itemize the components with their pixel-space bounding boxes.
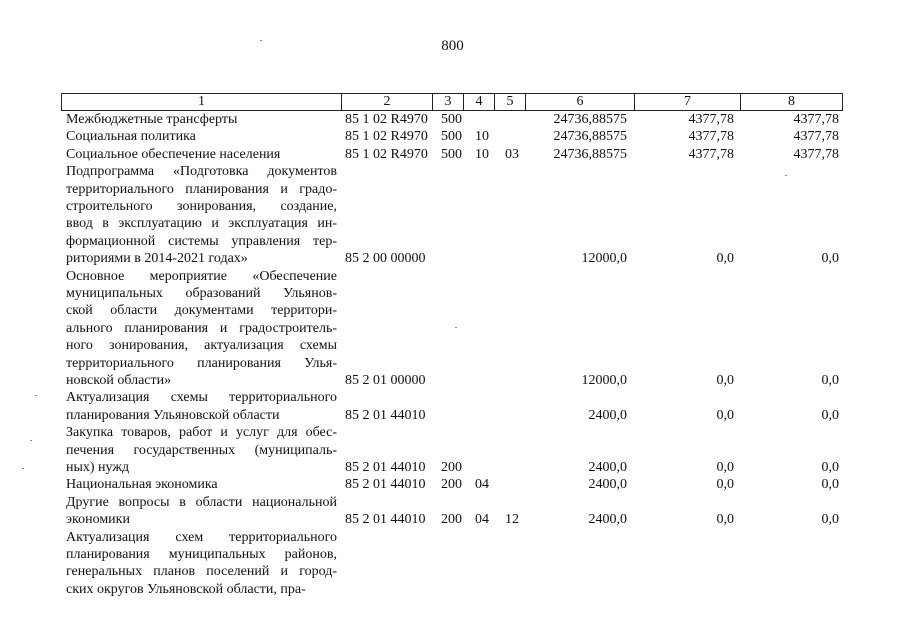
row-name	[66, 476, 337, 493]
row-name-line: ской области документами территори-	[66, 303, 337, 319]
row-name-line: территориального планирования и градо-	[66, 181, 337, 197]
row-name-line: Актуализация схемы территориального	[66, 390, 337, 406]
amount-col-8: 0,0	[821, 459, 839, 475]
amount-col-8: 0,0	[821, 512, 839, 528]
table-row	[0, 494, 905, 529]
row-name-line: экономики	[66, 512, 130, 528]
expense-type: 200	[441, 459, 462, 475]
target-code: 85 1 02 R4970	[345, 112, 428, 127]
column-header-5: 5	[495, 94, 526, 111]
row-name-line: генеральных планов поселений и город-	[66, 564, 337, 580]
expense-type: 500	[441, 129, 462, 145]
row-name-line: планирования муниципальных районов,	[66, 547, 337, 562]
amount-col-8: 4377,78	[793, 146, 839, 162]
amount-col-6: 24736,88575	[553, 129, 627, 145]
amount-col-8: 4377,78	[793, 112, 839, 127]
scan-speck	[455, 327, 457, 328]
subsection-code: 03	[505, 146, 519, 162]
table-row	[0, 424, 905, 476]
row-name-line: Национальная экономика	[66, 477, 218, 493]
scan-speck	[785, 175, 787, 176]
amount-col-8: 0,0	[821, 407, 839, 423]
row-name-line: Социальное обеспечение населения	[66, 146, 281, 162]
row-name-line: ных) нужд	[66, 460, 130, 475]
amount-col-8: 0,0	[821, 477, 839, 493]
row-name-line: Подпрограмма «Подготовка документов	[66, 164, 337, 180]
table-row	[0, 476, 905, 493]
amount-col-6: 2400,0	[588, 477, 627, 493]
amount-col-7: 0,0	[716, 477, 734, 493]
row-name-line: территориального планирования Улья-	[66, 355, 337, 371]
column-header-1: 1	[62, 94, 342, 111]
row-name	[66, 163, 337, 267]
scan-speck	[260, 40, 262, 41]
page-number: 800	[441, 38, 464, 54]
amount-col-7: 4377,78	[688, 129, 734, 145]
amount-col-6: 2400,0	[588, 459, 627, 475]
row-name-line: планирования Ульяновской области	[66, 407, 280, 423]
target-code: 85 2 01 44010	[345, 477, 426, 493]
amount-col-6: 2400,0	[588, 407, 627, 423]
amount-col-7: 4377,78	[688, 112, 734, 127]
scan-speck	[30, 440, 32, 441]
amount-col-6: 12000,0	[581, 251, 627, 267]
row-name-line: муниципальных образований Ульянов-	[66, 286, 337, 301]
column-header-4: 4	[464, 94, 495, 111]
column-header-6: 6	[526, 94, 635, 111]
section-code: 10	[475, 129, 489, 145]
row-name-line: ального планирования и градостроитель-	[66, 320, 337, 336]
scan-speck	[35, 395, 37, 396]
target-code: 85 2 01 44010	[345, 512, 426, 528]
target-code: 85 2 01 44010	[345, 459, 426, 475]
table-row	[0, 389, 905, 424]
table-row	[0, 111, 905, 128]
row-name-line: Актуализация схем территориального	[66, 529, 337, 545]
row-name-line: риториями в 2014-2021 годах»	[66, 251, 248, 267]
row-name-line: Другие вопросы в области национальной	[66, 494, 337, 510]
row-name-line: Межбюджетные трансферты	[66, 112, 238, 127]
row-name	[66, 128, 337, 145]
amount-col-6: 24736,88575	[553, 146, 627, 162]
amount-col-7: 0,0	[716, 372, 734, 388]
column-header-2: 2	[342, 94, 433, 111]
row-name-line: Социальная политика	[66, 129, 196, 145]
row-name	[66, 494, 337, 529]
row-name	[66, 111, 337, 128]
row-name-line: ввод в эксплуатацию и эксплуатация ин-	[66, 216, 337, 232]
amount-col-6: 24736,88575	[553, 112, 627, 127]
amount-col-7: 4377,78	[688, 146, 734, 162]
row-name-line: ских округов Ульяновской области, пра-	[66, 581, 306, 597]
row-name-line: новской области»	[66, 373, 172, 389]
column-header-8: 8	[741, 94, 843, 111]
section-code: 04	[475, 512, 489, 528]
scan-speck	[22, 468, 24, 469]
column-header-3: 3	[433, 94, 464, 111]
target-code: 85 1 02 R4970	[345, 129, 428, 145]
row-name-line: формационной системы управления тер-	[66, 233, 337, 249]
column-header-row	[61, 93, 843, 111]
amount-col-8: 4377,78	[793, 129, 839, 145]
row-name-line: Основное мероприятие «Обеспечение	[66, 268, 337, 284]
row-name	[66, 146, 337, 163]
row-name-line: Закупка товаров, работ и услуг для обес-	[66, 425, 337, 441]
expense-type: 500	[441, 112, 462, 127]
row-name-line: строительного зонирования, создание,	[66, 199, 337, 214]
target-code: 85 2 01 44010	[345, 407, 426, 423]
table-row	[0, 128, 905, 145]
target-code: 85 1 02 R4970	[345, 146, 428, 162]
table-row	[0, 529, 905, 599]
row-name-line: ного зонирования, актуализация схемы	[66, 338, 337, 354]
expense-type: 200	[441, 477, 462, 493]
expense-type: 500	[441, 146, 462, 162]
table-row	[0, 163, 905, 267]
row-name	[66, 389, 337, 424]
table-row	[0, 146, 905, 163]
amount-col-7: 0,0	[716, 459, 734, 475]
row-name-line: печения государственных (муниципаль-	[66, 442, 337, 458]
amount-col-6: 12000,0	[581, 372, 627, 388]
amount-col-8: 0,0	[821, 372, 839, 388]
amount-col-7: 0,0	[716, 512, 734, 528]
amount-col-6: 2400,0	[588, 512, 627, 528]
subsection-code: 12	[505, 512, 519, 528]
row-name	[66, 529, 337, 599]
column-header-7: 7	[635, 94, 741, 111]
amount-col-7: 0,0	[716, 407, 734, 423]
target-code: 85 2 00 00000	[345, 251, 426, 267]
target-code: 85 2 01 00000	[345, 372, 426, 388]
expense-type: 200	[441, 512, 462, 528]
table-row	[0, 268, 905, 390]
amount-col-7: 0,0	[716, 251, 734, 267]
row-name	[66, 424, 337, 476]
amount-col-8: 0,0	[821, 251, 839, 267]
row-name	[66, 268, 337, 390]
section-code: 10	[475, 146, 489, 162]
section-code: 04	[475, 477, 489, 493]
